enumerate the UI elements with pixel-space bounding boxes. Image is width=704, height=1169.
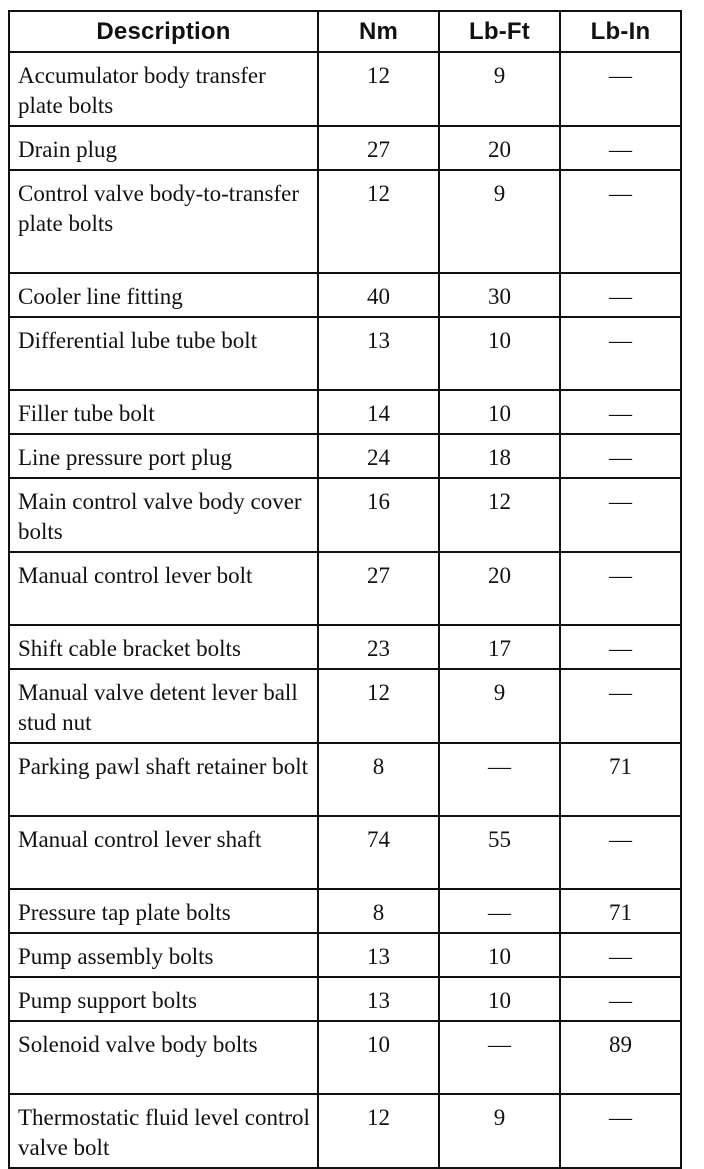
table-row [9, 816, 681, 889]
cell-nm: 12 [318, 170, 439, 273]
cell-lb-ft: — [439, 1021, 560, 1094]
cell-nm: 16 [318, 478, 439, 552]
table-row [9, 1021, 681, 1094]
table-row [9, 52, 681, 126]
cell-nm: 24 [318, 434, 439, 478]
cell-nm: 23 [318, 625, 439, 669]
cell-description: Manual control lever bolt [9, 552, 318, 625]
cell-nm: 14 [318, 390, 439, 434]
table-row [9, 390, 681, 434]
cell-nm: 40 [318, 273, 439, 317]
table-row [9, 977, 681, 1021]
cell-lb-ft: — [439, 889, 560, 933]
cell-lb-in: — [560, 434, 681, 478]
cell-nm: 10 [318, 1021, 439, 1094]
cell-description: Parking pawl shaft retainer bolt [9, 743, 318, 816]
cell-description: Main control valve body cover bolts [9, 478, 318, 552]
cell-nm: 13 [318, 317, 439, 390]
cell-lb-in: — [560, 933, 681, 977]
table-row [9, 889, 681, 933]
cell-lb-in: — [560, 273, 681, 317]
cell-lb-ft: 10 [439, 933, 560, 977]
cell-lb-ft: 9 [439, 52, 560, 126]
table-row [9, 933, 681, 977]
cell-lb-ft: 17 [439, 625, 560, 669]
cell-lb-in: — [560, 552, 681, 625]
cell-description: Control valve body-to-transfer plate bolts [9, 170, 318, 273]
cell-lb-ft: 10 [439, 317, 560, 390]
cell-description: Differential lube tube bolt [9, 317, 318, 390]
header-row [9, 11, 681, 52]
table-row [9, 478, 681, 552]
cell-description: Line pressure port plug [9, 434, 318, 478]
cell-lb-in: 89 [560, 1021, 681, 1094]
cell-description: Cooler line fitting [9, 273, 318, 317]
header-nm: Nm [318, 11, 439, 52]
table-row [9, 170, 681, 273]
header-description: Description [9, 11, 318, 52]
cell-nm: 12 [318, 52, 439, 126]
cell-lb-in: — [560, 669, 681, 743]
cell-description: Pump assembly bolts [9, 933, 318, 977]
cell-lb-in: — [560, 625, 681, 669]
cell-lb-ft: 10 [439, 977, 560, 1021]
cell-lb-in: — [560, 977, 681, 1021]
cell-nm: 74 [318, 816, 439, 889]
cell-lb-ft: 20 [439, 126, 560, 170]
cell-description: Manual valve detent lever ball stud nut [9, 669, 318, 743]
table-row [9, 434, 681, 478]
cell-description: Shift cable bracket bolts [9, 625, 318, 669]
torque-spec-document [8, 10, 682, 1169]
cell-nm: 12 [318, 1094, 439, 1168]
table-row [9, 669, 681, 743]
cell-nm: 8 [318, 889, 439, 933]
cell-description: Filler tube bolt [9, 390, 318, 434]
cell-lb-ft: 9 [439, 1094, 560, 1168]
table-row [9, 317, 681, 390]
cell-description: Drain plug [9, 126, 318, 170]
cell-lb-ft: 12 [439, 478, 560, 552]
torque-spec-table [8, 10, 682, 1169]
cell-nm: 13 [318, 977, 439, 1021]
table-row [9, 1094, 681, 1168]
cell-lb-ft: 10 [439, 390, 560, 434]
table-row [9, 273, 681, 317]
table-row [9, 126, 681, 170]
cell-lb-in: — [560, 170, 681, 273]
cell-lb-in: — [560, 1094, 681, 1168]
cell-lb-ft: 55 [439, 816, 560, 889]
cell-nm: 12 [318, 669, 439, 743]
cell-lb-in: 71 [560, 743, 681, 816]
cell-lb-ft: 18 [439, 434, 560, 478]
cell-description: Pressure tap plate bolts [9, 889, 318, 933]
cell-lb-ft: 9 [439, 170, 560, 273]
cell-lb-in: 71 [560, 889, 681, 933]
header-lb-in: Lb-In [560, 11, 681, 52]
header-lb-ft: Lb-Ft [439, 11, 560, 52]
cell-nm: 27 [318, 126, 439, 170]
table-row [9, 625, 681, 669]
cell-nm: 13 [318, 933, 439, 977]
cell-lb-in: — [560, 317, 681, 390]
cell-lb-ft: 9 [439, 669, 560, 743]
cell-lb-in: — [560, 52, 681, 126]
cell-nm: 8 [318, 743, 439, 816]
cell-lb-in: — [560, 816, 681, 889]
cell-description: Manual control lever shaft [9, 816, 318, 889]
cell-description: Solenoid valve body bolts [9, 1021, 318, 1094]
cell-description: Pump support bolts [9, 977, 318, 1021]
cell-description: Accumulator body transfer plate bolts [9, 52, 318, 126]
cell-lb-ft: — [439, 743, 560, 816]
table-row [9, 552, 681, 625]
cell-lb-in: — [560, 390, 681, 434]
cell-lb-in: — [560, 126, 681, 170]
cell-lb-ft: 20 [439, 552, 560, 625]
cell-nm: 27 [318, 552, 439, 625]
table-row [9, 743, 681, 816]
cell-description: Thermostatic fluid level control valve bolt [9, 1094, 318, 1168]
cell-lb-ft: 30 [439, 273, 560, 317]
cell-lb-in: — [560, 478, 681, 552]
